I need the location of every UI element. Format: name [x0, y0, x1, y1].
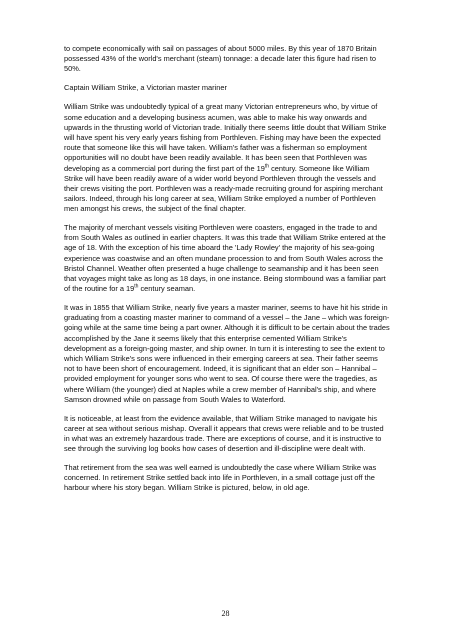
text-run: The majority of merchant vessels visiting Porthleven were coasters, engaged in the trade to and from South Wales as outlined in earlier chapters. It was this trade that William Strike entered at the age of 18. With the exception of his time aboard the 'Lady Rowley' the majority of his sea-going experience was coastwise and an often mundane procession to and from South Wales across the Bristol Channel. Weather often presented a huge challenge to seamanship and it has been seen that voyages might take as long as 18 days, in one instance. Being stormbound was a familiar part of the routine for a 19 [64, 223, 386, 294]
superscript: th [264, 163, 270, 170]
paragraph-career: It is noticeable, at least from the evidence available, that William Strike managed to navigate his career at sea without serious mishap. Overall it appears that crews were reliable and to be trusted in what was an extremely hazardous trade. There are exceptions of course, and it is instructive to see through the surviving log books how cases of desertion and ill-discipline were dealt with. [64, 413, 384, 454]
paragraph-retirement: That retirement from the sea was well earned is undoubtedly the case where William Strike was concerned. In retirement Strike settled back into life in Porthleven, in a small cottage just off the harbour where his story began. William Strike is pictured, below, in old age. [64, 462, 377, 493]
paragraph-coastal-trade [64, 223, 390, 294]
superscript: th [134, 283, 139, 290]
page-number: 28 [221, 609, 230, 618]
text-run: century seaman. [138, 284, 196, 294]
body-text [64, 44, 390, 502]
paragraph-jane: It was in 1855 that William Strike, nearly five years a master mariner, seems to have hit his stride in graduating from a coasting master mariner to command of a vessel – the Jane – which was foreign-going while at the same time being a part owner. Although it is difficult to be certain about the trades accomplished by the Jane it seems likely that this enterprise cemented William Strike's development as a foreign-going master, and ship owner. In turn it is interesting to see the extent to which William Strike's sons were influenced in their emerging careers at sea. Their father seems not to have been short of encouragement. Indeed, it is significant that an elder son – Hannibal – provided employment for younger sons who went to sea. Of course there were the tragedies, as where William (the younger) died at Naples while a crew member of Hannibal's ship, and where Samson drowned while on passage from South Wales to Waterford. [64, 302, 390, 404]
text-run: William Strike was undoubtedly typical of a great many Victorian entrepreneurs who, by virtue of some education and a developing business acumen, was able to make his way onwards and upwards in the thrusting world of Victorian trade. Initially there seems little doubt that William Strike will have spent his very early years fishing from Porthleven. Fishing may have been the expected route that someone like this will have taken. William's father was a fisherman so employment opportunities will no doubt have been readily available. It has been seen that Porthleven was developing as a commercial port during the first part of the 19 [64, 102, 387, 173]
text-run: century. Someone like William Strike will have been readily aware of a wider world beyond Porthleven through the vessels and their crews visiting the port. Porthleven was a ready-made recruiting ground for aspiring merchant sailors. Indeed, through his long career at sea, William Strike employed a number of Porthleven men amongst his crews, the subject of the final chapter. [64, 163, 383, 214]
paragraph-early-years [64, 102, 390, 214]
paragraph-steam-tonnage: to compete economically with sail on passages of about 5000 miles. By this year of 1870 Britain possessed 43% of the world's merchant (steam) tonnage: a decade later this figure had risen to 50%. [64, 44, 377, 74]
section-heading: Captain William Strike, a Victorian master mariner [64, 83, 227, 93]
